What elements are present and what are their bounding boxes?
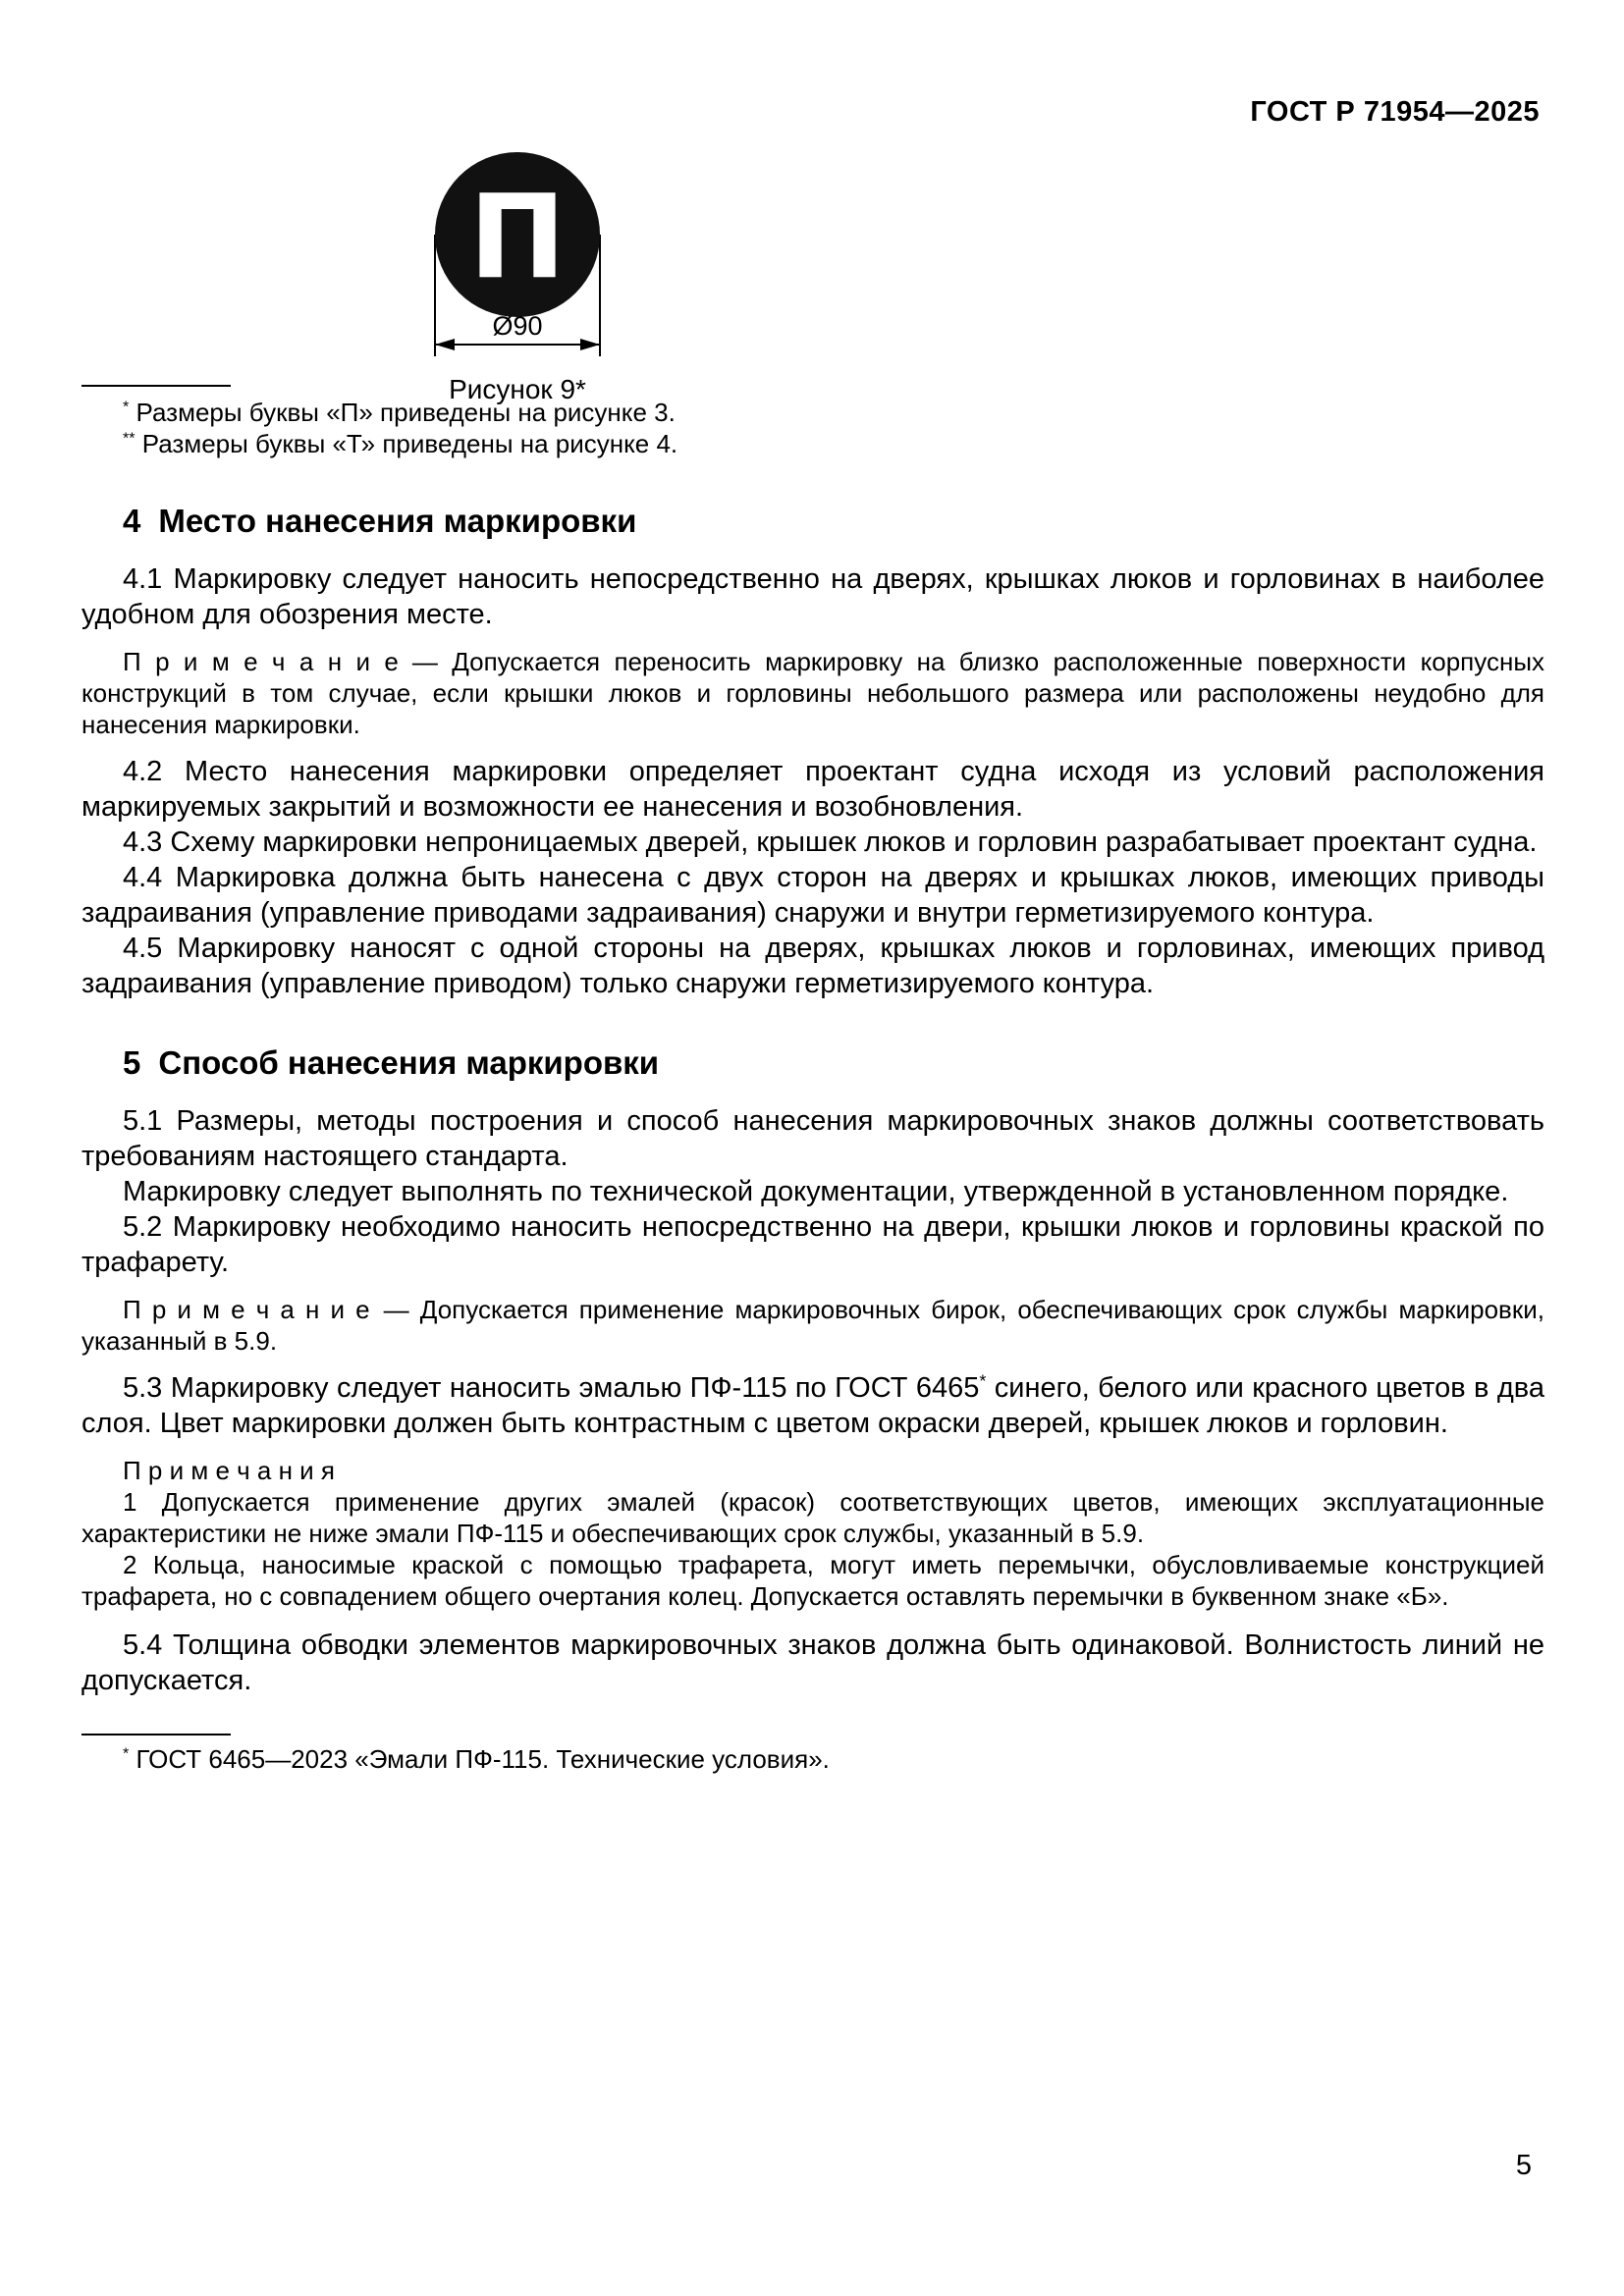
section-title: Место нанесения маркировки	[158, 503, 637, 539]
clause-5-4: 5.4 Толщина обводки элементов маркировочных знаков должна быть одинаковой. Волнистость линий не допускается.	[81, 1629, 1544, 1696]
page-number: 5	[1515, 2150, 1532, 2181]
page-content	[81, 385, 1544, 1775]
clause-4-4: 4.4 Маркировка должна быть нанесена с двух сторон на дверях и крышках люков, имеющих приводы задраивания (управление приводами задраивания) снаружи и внутри герметизируемого контура.	[81, 862, 1544, 929]
note-text: — Допускается переносить маркировку на близко расположенные поверхности корпусных конструкций в том случае, если крышки люков и горловины небольшого размера или расположены неудобно для нанесения маркировки.	[81, 647, 1545, 739]
footnote-text: ГОСТ 6465—2023 «Эмали ПФ-115. Технические условия».	[135, 1744, 830, 1774]
figure-9	[380, 152, 655, 405]
sign-letter-p: П	[468, 169, 567, 304]
dimension-arrow-right	[580, 339, 600, 350]
doc-number: ГОСТ Р 71954—2025	[1250, 96, 1540, 128]
footnote-marker: **	[123, 429, 135, 448]
section-4-heading	[81, 503, 1544, 540]
clause-5-2: 5.2 Маркировку необходимо наносить непосредственно на двери, крышки люков и горловины краской по трафарету.	[81, 1211, 1544, 1278]
notes-5-3-label: П р и м е ч а н и я	[123, 1456, 335, 1485]
note-label: П р и м е ч а н и е	[123, 1295, 370, 1324]
figure-footnote-2	[81, 428, 1544, 459]
figure-caption: Рисунок 9*	[449, 374, 586, 404]
footnote-marker: *	[123, 398, 130, 416]
clause-4-3: 4.3 Схему маркировки непроницаемых дверей, крышек люков и горловин разрабатывает проектант судна.	[123, 827, 1538, 858]
figure-footnote-1	[81, 397, 1544, 428]
footnote-ref-asterisk: *	[979, 1370, 987, 1391]
clause-text: 5.3 Маркировку следует наносить эмалью ПФ-115 по ГОСТ 6465	[123, 1372, 980, 1404]
page-footnote	[81, 1743, 1544, 1775]
note-4-1	[81, 646, 1544, 740]
footnote-marker: *	[123, 1744, 130, 1763]
footnote-text: Размеры буквы «П» приведены на рисунке 3.	[135, 398, 676, 427]
clause-5-3	[81, 1370, 1544, 1441]
dimension-arrow-left	[435, 339, 455, 350]
clause-text: синего, белого или красного цветов в два слоя. Цвет маркировки должен быть контрастным с цветом окраски дверей, крышек люков и горловин.	[81, 1372, 1544, 1439]
note-text: — Допускается применение маркировочных бирок, обеспечивающих срок службы маркировки, указанный в 5.9.	[81, 1295, 1544, 1356]
note-label: П р и м е ч а н и е	[123, 647, 399, 676]
page-footnote-block	[81, 1734, 1544, 1775]
note-5-3-1: 1 Допускается применение других эмалей (красок) соответствующих цветов, имеющих эксплуатационные характеристики не ниже эмали ПФ-115 и обеспечивающих срок службы, указанный в 5.9.	[81, 1487, 1544, 1548]
note-5-2	[81, 1294, 1544, 1357]
clause-4-5: 4.5 Маркировку наносят с одной стороны на дверях, крышках люков и горловинах, имеющих привод задраивания (управление приводом) только снаружи герметизируемого контура.	[81, 933, 1544, 999]
clause-5-1: 5.1 Размеры, методы построения и способ нанесения маркировочных знаков должны соответствовать требованиям настоящего стандарта.	[81, 1105, 1544, 1172]
footnote-text: Размеры буквы «Т» приведены на рисунке 4.	[141, 429, 678, 458]
clause-4-2: 4.2 Место нанесения маркировки определяет проектант судна исходя из условий расположения маркируемых закрытий и возможности ее нанесения и возобновления.	[81, 756, 1544, 823]
marking-sign-diagram	[380, 152, 655, 362]
section-title: Способ нанесения маркировки	[158, 1044, 660, 1081]
section-5-heading	[81, 1044, 1544, 1082]
dimension-label: Ø90	[492, 311, 543, 341]
clause-5-1-cont: Маркировку следует выполнять по технической документации, утвержденной в установленном порядке.	[123, 1176, 1509, 1207]
section-number: 5	[123, 1044, 141, 1081]
clause-4-1: 4.1 Маркировку следует наносить непосредственно на дверях, крышках люков и горловинах в наиболее удобном для обозрения месте.	[81, 563, 1544, 630]
footnote-separator	[81, 1734, 231, 1735]
footnote-separator	[81, 385, 231, 387]
section-number: 4	[123, 503, 141, 539]
note-5-3-2: 2 Кольца, наносимые краской с помощью трафарета, могут иметь перемычки, обусловливаемые конструкцией трафарета, но с совпадением общего очертания колец. Допускается оставлять перемычки в буквенном знаке «Б».	[81, 1550, 1544, 1611]
